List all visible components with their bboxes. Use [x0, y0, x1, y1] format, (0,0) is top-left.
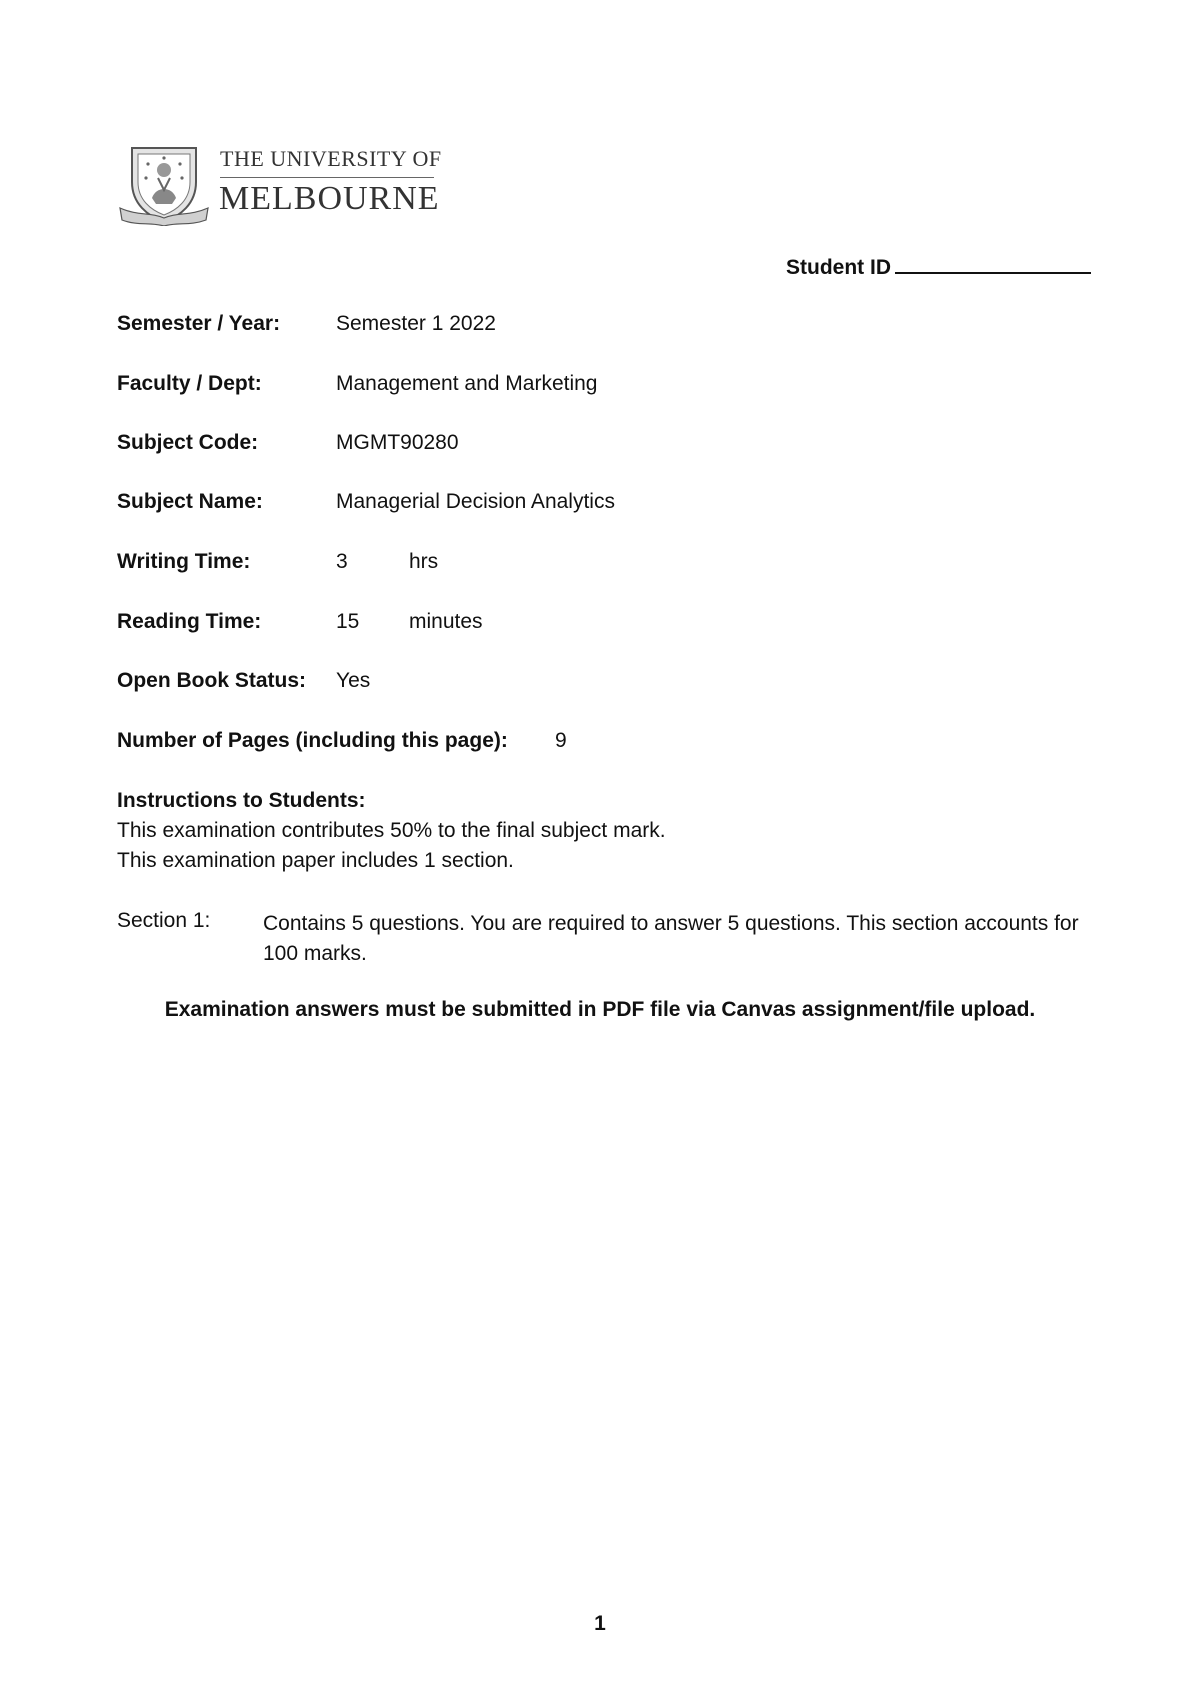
- university-logo: [118, 142, 442, 226]
- subject-code-label: Subject Code:: [117, 431, 259, 454]
- reading-time-unit: minutes: [409, 610, 483, 633]
- faculty-value: Management and Marketing: [336, 372, 598, 395]
- pages-value: 9: [555, 729, 567, 752]
- pages-label: Number of Pages (including this page):: [117, 729, 508, 752]
- instructions-line-1: This examination contributes 50% to the final subject mark.: [117, 819, 666, 842]
- subject-code-value: MGMT90280: [336, 431, 459, 454]
- logo-text-line1: THE UNIVERSITY OF: [220, 146, 442, 171]
- section-label: Section 1:: [117, 909, 211, 932]
- instructions-line-2: This examination paper includes 1 section.: [117, 849, 514, 872]
- writing-time-value: 3: [336, 550, 348, 573]
- student-id-blank-line: [895, 252, 1091, 274]
- reading-time-label: Reading Time:: [117, 610, 262, 633]
- logo-text-line2: MELBOURNE: [219, 180, 440, 217]
- subject-name-value: Managerial Decision Analytics: [336, 490, 615, 513]
- subject-name-label: Subject Name:: [117, 490, 263, 513]
- open-book-value: Yes: [336, 669, 371, 692]
- student-id-field: [786, 252, 1091, 280]
- logo-divider: [220, 177, 434, 178]
- page-number: 1: [594, 1612, 606, 1635]
- writing-time-label: Writing Time:: [117, 550, 251, 573]
- open-book-label: Open Book Status:: [117, 669, 307, 692]
- instructions-heading: Instructions to Students:: [117, 789, 366, 812]
- section-description: Contains 5 questions. You are required to answer 5 questions. This section accounts for 100 marks.: [263, 912, 1079, 965]
- faculty-label: Faculty / Dept:: [117, 372, 262, 395]
- semester-label: Semester / Year:: [117, 312, 281, 335]
- university-crest-icon: [118, 142, 210, 226]
- writing-time-unit: hrs: [409, 550, 439, 573]
- semester-value: Semester 1 2022: [336, 312, 496, 335]
- reading-time-value: 15: [336, 610, 360, 633]
- student-id-label: Student ID: [786, 256, 891, 279]
- submission-note: Examination answers must be submitted in PDF file via Canvas assignment/file upload.: [164, 998, 1036, 1021]
